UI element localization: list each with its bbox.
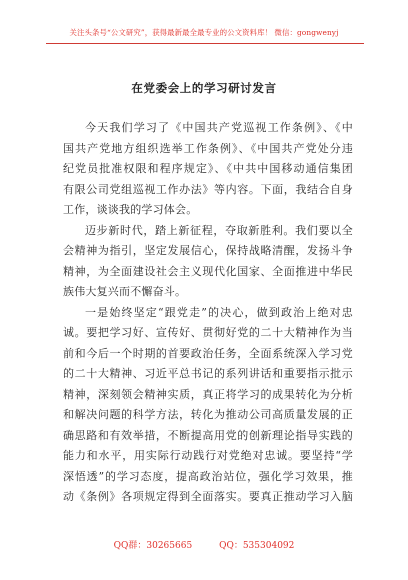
body-line: 深悟透”的学习态度，提高政治站位，强化学习效果，推 (63, 469, 353, 483)
footer-contact (0, 538, 408, 551)
body-line: 和解决问题的科学方法，转化为推动公司高质量发展的正 (63, 408, 353, 421)
header-divider (46, 43, 364, 44)
body-line: 确思路和有效举措，不断提高用党的创新理论指导实践的 (63, 428, 353, 442)
body-line: 会精神为指引，坚定发展信心，保持战略清醒，发扬斗争 (63, 244, 353, 257)
body-line: 工作，谈谈我的学习体会。 (63, 203, 198, 216)
paragraph-3 (63, 303, 353, 508)
body-line: 能力和水平，用实际行动践行对党绝对忠诚。要坚持“学 (63, 449, 353, 462)
body-line: 精神，深刻领会精神实质，真正将学习的成果转化为分析 (63, 387, 353, 401)
header-promo-note: 关注头条号“公文研究”，获得最新最全最专业的公文资料库！ 微信：gongwenyj (69, 28, 339, 37)
body-line: 前和今后一个时期的首要政治任务，全面系统深入学习党 (63, 346, 353, 360)
body-line: 动《条例》各项规定得到全面落实。要真正推动学习入脑 (63, 490, 353, 503)
paragraph-2 (63, 221, 353, 303)
body-line: 迈步新时代，踏上新征程，夺取新胜利。我们要以全 (85, 223, 353, 237)
body-line: 一是始终坚定“跟党走”的决心，做到政治上绝对忠 (85, 305, 353, 319)
document-body (63, 118, 353, 508)
qq-group-number: QQ群：30265665 (113, 541, 193, 551)
body-line: 族伟大复兴而不懈奋斗。 (63, 285, 187, 298)
body-line: 纪党员批准权限和程序规定》、《中共中国移动通信集团 (63, 162, 353, 175)
body-line: 有限公司党组巡视工作办法》等内容。下面，我结合自身 (63, 182, 353, 196)
body-line: 精神，为全面建设社会主义现代化国家、全面推进中华民 (63, 264, 353, 278)
body-line: 国共产党地方组织选举工作条例》、《中国共产党处分违 (63, 141, 353, 155)
body-line: 今天我们学习了《中国共产党巡视工作条例》、《中 (85, 121, 353, 134)
paragraph-1 (63, 118, 353, 221)
document-title: 在党委会上的学习研讨发言 (131, 81, 277, 95)
body-line: 的二十大精神、习近平总书记的系列讲话和重要指示批示 (63, 367, 353, 380)
qq-number: QQ：535304092 (219, 541, 295, 551)
body-line: 诚。要把学习好、宣传好、贯彻好党的二十大精神作为当 (63, 326, 353, 339)
